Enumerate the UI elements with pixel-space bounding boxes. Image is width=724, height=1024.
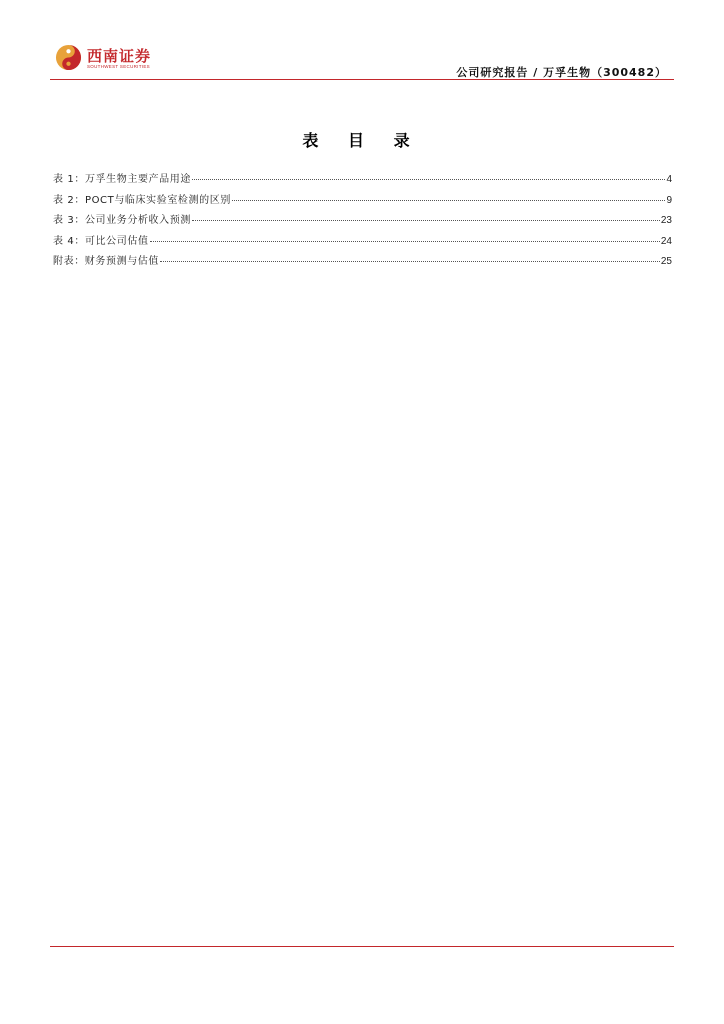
toc-leader-dots <box>232 200 666 201</box>
toc-entry-label: 附表：财务预测与估值 <box>53 256 159 267</box>
toc-entry-page: 9 <box>666 194 672 206</box>
toc-entry-page: 23 <box>660 215 672 226</box>
toc-entry-label: 表 1：万孚生物主要产品用途 <box>53 174 191 185</box>
toc-entry[interactable] <box>53 211 672 232</box>
toc-entry[interactable] <box>53 252 672 273</box>
table-of-tables <box>53 170 672 273</box>
logo-name: 西南证券 <box>87 47 152 65</box>
logo-subtitle: SOUTHWEST SECURITIES <box>87 64 150 69</box>
toc-entry-label: 表 3：公司业务分析收入预测 <box>53 215 191 226</box>
toc-leader-dots <box>192 220 660 221</box>
toc-leader-dots <box>150 241 660 242</box>
toc-entry-label: 表 4：可比公司估值 <box>53 235 149 247</box>
toc-leader-dots <box>192 179 665 180</box>
company-logo <box>55 44 155 74</box>
toc-entry-page: 4 <box>666 174 672 185</box>
footer-divider <box>50 946 674 947</box>
toc-entry-label: 表 2：POCT与临床实验室检测的区别 <box>53 194 231 206</box>
toc-entry[interactable] <box>53 232 672 253</box>
toc-title: 表 目 录 <box>302 131 422 150</box>
toc-leader-dots <box>160 261 660 262</box>
header-divider <box>50 79 674 80</box>
toc-entry-page: 24 <box>660 235 672 247</box>
logo-emblem-icon <box>55 44 82 71</box>
report-title: 公司研究报告 / 万孚生物（300482） <box>456 66 667 79</box>
toc-entry[interactable] <box>53 170 672 191</box>
toc-entry-page: 25 <box>660 256 672 267</box>
toc-entry[interactable] <box>53 191 672 212</box>
